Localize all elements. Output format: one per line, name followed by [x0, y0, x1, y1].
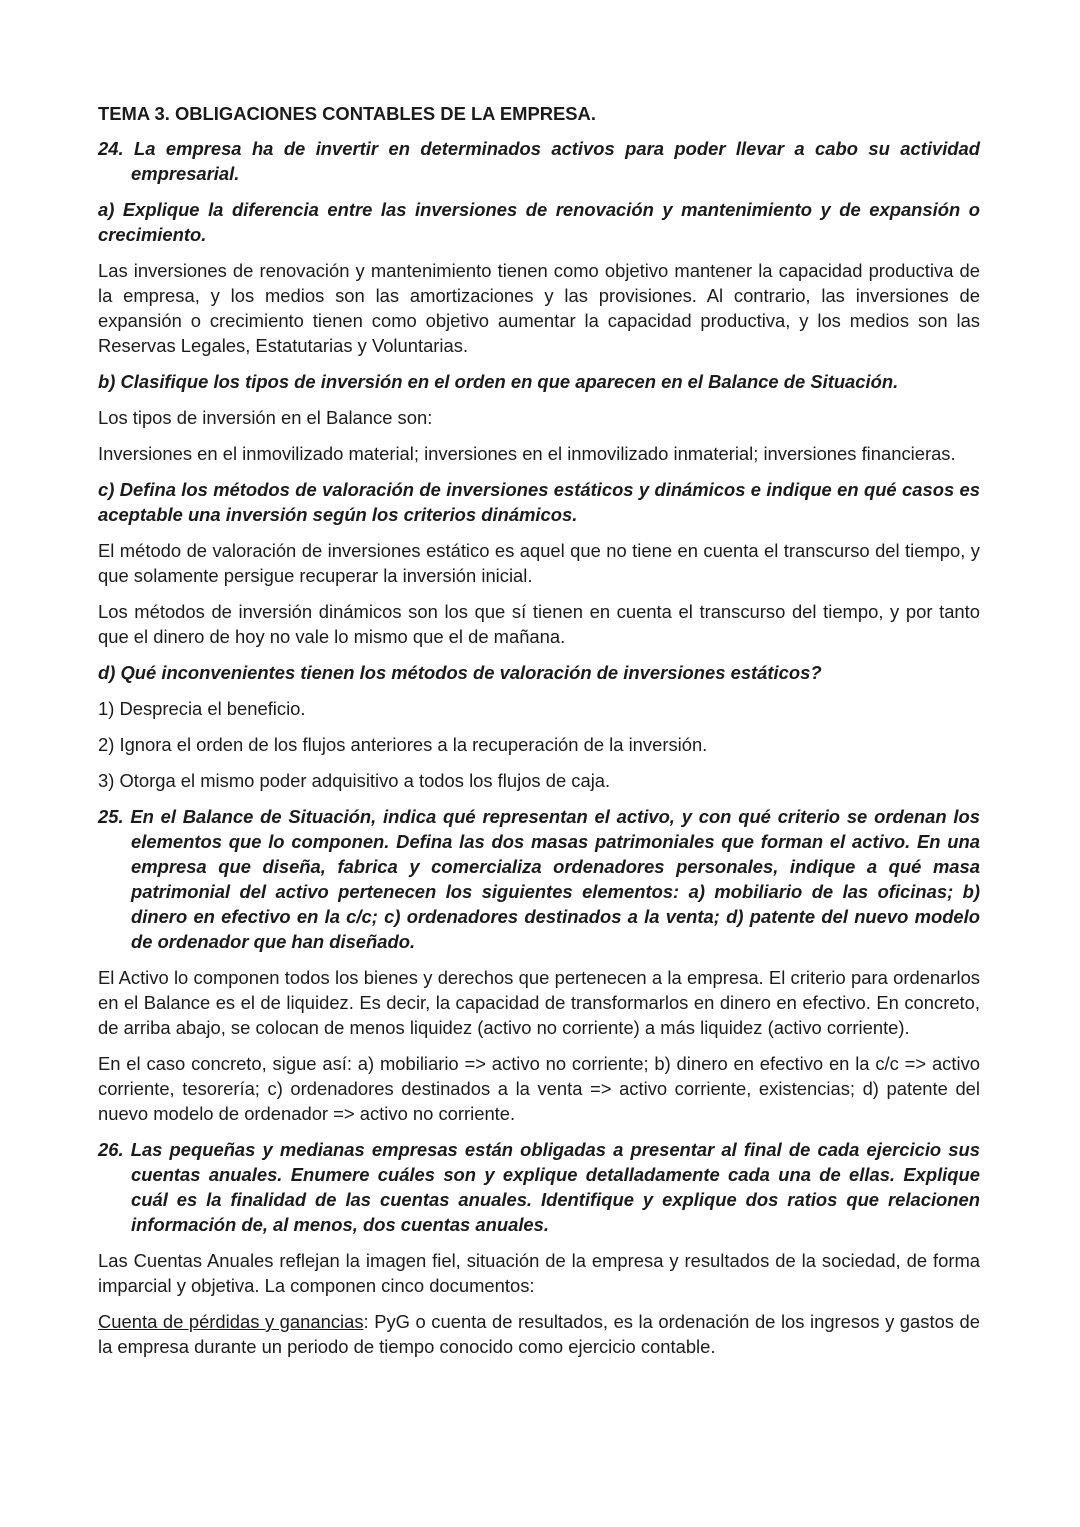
question-24a: a) Explique la diferencia entre las inversiones de renovación y mantenimiento y de expansión o crecimiento. [98, 199, 980, 245]
answer-24c-dynamic: Los métodos de inversión dinámicos son los que sí tienen en cuenta el transcurso del tiempo, y por tanto que el dinero de hoy no vale lo mismo que el de mañana. [98, 601, 980, 647]
question-24b: b) Clasifique los tipos de inversión en el orden en que aparecen en el Balance de Situación. [98, 371, 899, 392]
pyg-definition: : PyG o cuenta de resultados, es la ordenación de los ingresos y gastos de la empresa durante un periodo de tiempo conocido como ejercicio contable. [98, 1311, 980, 1357]
answer-26-intro: Las Cuentas Anuales reflejan la imagen fiel, situación de la empresa y resultados de la sociedad, de forma imparcial y objetiva. La componen cinco documentos: [98, 1250, 980, 1296]
answer-26-pyg [98, 1309, 980, 1359]
answer-24d-item: 3) Otorga el mismo poder adquisitivo a todos los flujos de caja. [98, 770, 611, 791]
answer-25-caso: En el caso concreto, sigue así: a) mobiliario => activo no corriente; b) dinero en efectivo en la c/c => activo corriente, tesorería; c) ordenadores destinados a la venta => activo corriente, existencias; d) patente del nuevo modelo de ordenador => activo no corriente. [98, 1053, 980, 1124]
answer-24d-item: 2) Ignora el orden de los flujos anteriores a la recuperación de la inversión. [98, 734, 708, 755]
question-26: 26. Las pequeñas y medianas empresas están obligadas a presentar al final de cada ejercicio sus cuentas anuales. Enumere cuáles son y explique detalladamente cada una de ellas. Explique cuál es la finalidad de las cuentas anuales. Identifique y explique dos ratios que relacionen información de, al menos, dos cuentas anuales. [98, 1139, 980, 1235]
answer-24c-static: El método de valoración de inversiones estático es aquel que no tiene en cuenta el transcurso del tiempo, y que solamente persigue recuperar la inversión inicial. [98, 540, 980, 586]
answer-24b-intro: Los tipos de inversión en el Balance son: [98, 407, 433, 428]
answer-25-activo: El Activo lo componen todos los bienes y derechos que pertenecen a la empresa. El criterio para ordenarlos en el Balance es el de liquidez. Es decir, la capacidad de transformarlos en dinero en efectivo. En concreto, de arriba abajo, se colocan de menos liquidez (activo no corriente) a más liquidez (activo corriente). [98, 967, 980, 1038]
answer-24a: Las inversiones de renovación y mantenimiento tienen como objetivo mantener la capacidad productiva de la empresa, y los medios son las amortizaciones y las provisiones. Al contrario, las inversiones de expansión o crecimiento tienen como objetivo aumentar la capacidad productiva, y los medios son las Reservas Legales, Estatutarias y Voluntarias. [98, 260, 980, 356]
question-24d: d) Qué inconvenientes tienen los métodos de valoración de inversiones estáticos? [98, 662, 822, 683]
question-24: 24. La empresa ha de invertir en determinados activos para poder llevar a cabo su actividad empresarial. [98, 138, 980, 184]
answer-24b-list: Inversiones en el inmovilizado material; inversiones en el inmovilizado inmaterial; inversiones financieras. [98, 443, 956, 464]
question-24c: c) Defina los métodos de valoración de inversiones estáticos y dinámicos e indique en qué casos es aceptable una inversión según los criterios dinámicos. [98, 479, 980, 525]
document-title: TEMA 3. OBLIGACIONES CONTABLES DE LA EMPRESA. [98, 103, 596, 124]
answer-24d-item: 1) Desprecia el beneficio. [98, 698, 306, 719]
term-cuenta-pyg: Cuenta de pérdidas y ganancias [98, 1311, 364, 1332]
question-25: 25. En el Balance de Situación, indica qué representan el activo, y con qué criterio se ordenan los elementos que lo componen. Defina las dos masas patrimoniales que forman el activo. En una empresa que diseña, fabrica y comercializa ordenadores personales, indique a qué masa patrimonial del activo pertenecen los siguientes elementos: a) mobiliario de las oficinas; b) dinero en efectivo en la c/c; c) ordenadores destinados a la venta; d) patente del nuevo modelo de ordenador que han diseñado. [98, 806, 980, 952]
